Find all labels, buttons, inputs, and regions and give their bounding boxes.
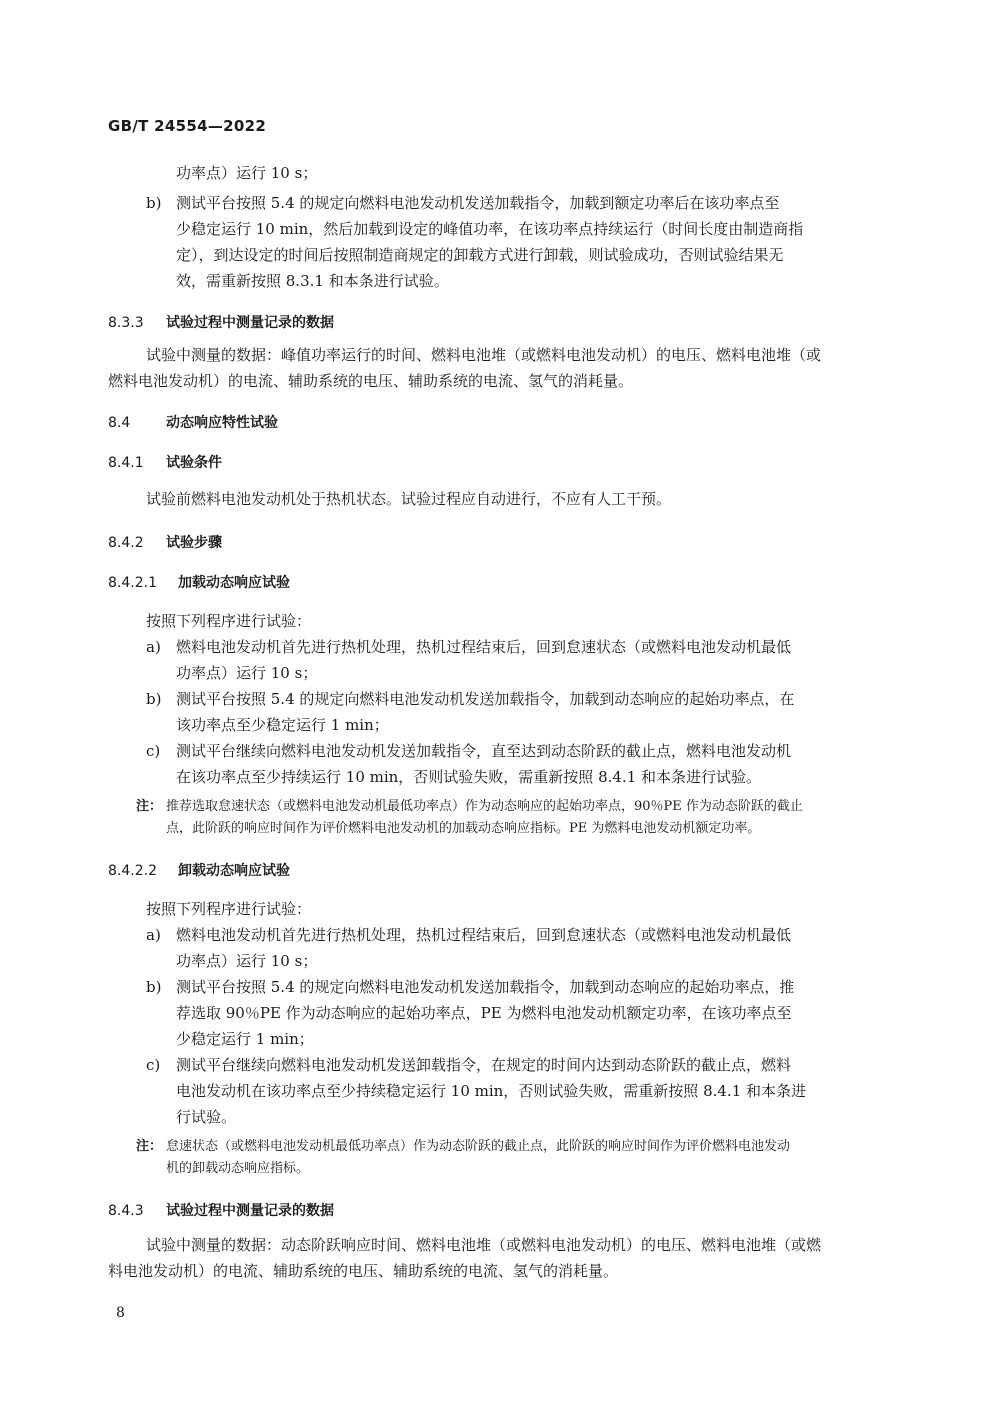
note-label: 注： [136, 1139, 163, 1154]
note-text: 点，此阶跃的响应时间作为评价燃料电池发动机的加载动态响应指标。PE 为燃料电池发动机额定功率。 [166, 821, 761, 836]
paragraph-line: 试验前燃料电池发动机处于热机状态。试验过程应自动进行，不应有人工干预。 [146, 490, 672, 508]
section-heading [108, 1201, 334, 1221]
paragraph-line: 荐选取 90％PE 作为动态响应的起始功率点，PE 为燃料电池发动机额定功率，在该功率点至 [176, 1004, 792, 1022]
section-title: 动态响应特性试验 [166, 415, 278, 431]
section-title: 卸载动态响应试验 [178, 863, 290, 879]
note-text: 怠速状态（或燃料电池发动机最低功率点）作为动态阶跃的截止点，此阶跃的响应时间作为评价燃料电池发动 [166, 1139, 791, 1154]
section-title: 试验步骤 [166, 535, 222, 551]
section-heading [108, 413, 278, 433]
paragraph-line: 燃料电池发动机）的电流、辅助系统的电压、辅助系统的电流、氢气的消耗量。 [108, 372, 634, 390]
paragraph-line: 功率点）运行 10 s； [176, 664, 318, 682]
note-text: 机的卸载动态响应指标。 [166, 1161, 310, 1176]
note-label: 注： [136, 799, 163, 814]
paragraph-line: 少稳定运行 1 min； [176, 1030, 314, 1048]
section-heading [108, 573, 290, 593]
paragraph-line: 少稳定运行 10 min，然后加载到设定的峰值功率，在该功率点持续运行（时间长度由制造商指 [176, 220, 804, 238]
section-number: 8.4.1 [108, 455, 144, 471]
paragraph-line: 该功率点至少稳定运行 1 min； [176, 716, 389, 734]
list-item-text: 测试平台按照 5.4 的规定向燃料电池发动机发送加载指令，加载到动态响应的起始功率点，在 [176, 690, 795, 708]
paragraph-line: 试验中测量的数据：峰值功率运行的时间、燃料电池堆（或燃料电池发动机）的电压、燃料电池堆（或 [146, 346, 822, 364]
list-marker: a) [146, 926, 161, 944]
section-number: 8.4.2.1 [108, 575, 157, 591]
section-number: 8.4.3 [108, 1203, 144, 1219]
section-title: 试验过程中测量记录的数据 [166, 315, 334, 331]
list-item-text: 燃料电池发动机首先进行热机处理，热机过程结束后，回到怠速状态（或燃料电池发动机最低 [176, 926, 792, 944]
section-number: 8.3.3 [108, 315, 144, 331]
paragraph-line: 按照下列程序进行试验： [146, 900, 312, 918]
section-number: 8.4 [108, 415, 131, 431]
list-item-text: 燃料电池发动机首先进行热机处理，热机过程结束后，回到怠速状态（或燃料电池发动机最低 [176, 638, 792, 656]
paragraph-line: 行试验。 [176, 1108, 237, 1126]
list-item-text: 测试平台按照 5.4 的规定向燃料电池发动机发送加载指令，加载到动态响应的起始功率点，推 [176, 978, 795, 996]
section-heading [108, 453, 222, 473]
paragraph-line: 定），到达设定的时间后按照制造商规定的卸载方式进行卸载，则试验成功，否则试验结果无 [176, 246, 784, 264]
section-heading [108, 313, 334, 333]
list-marker: b) [146, 194, 162, 212]
section-number: 8.4.2.2 [108, 863, 157, 879]
page-number: 8 [116, 1305, 125, 1321]
list-item-text: 测试平台按照 5.4 的规定向燃料电池发动机发送加载指令，加载到额定功率后在该功率点至 [176, 194, 780, 212]
section-title: 加载动态响应试验 [178, 575, 290, 591]
list-marker: b) [146, 978, 162, 996]
section-heading [108, 861, 290, 881]
section-number: 8.4.2 [108, 535, 144, 551]
list-item-text: 测试平台继续向燃料电池发动机发送卸载指令，在规定的时间内达到动态阶跃的截止点，燃料 [176, 1056, 792, 1074]
paragraph-line: 料电池发动机）的电流、辅助系统的电压、辅助系统的电流、氢气的消耗量。 [108, 1262, 619, 1280]
paragraph-line: 电池发动机在该功率点至少持续稳定运行 10 min，否则试验失败，需重新按照 8.4.1 和本条进 [176, 1082, 807, 1100]
list-marker: c) [146, 742, 161, 760]
list-marker: b) [146, 690, 162, 708]
standard-number-header: GB/T 24554—2022 [108, 117, 267, 135]
section-heading [108, 533, 222, 553]
list-marker: c) [146, 1056, 161, 1074]
section-title: 试验过程中测量记录的数据 [166, 1203, 334, 1219]
section-title: 试验条件 [166, 455, 222, 471]
paragraph-line: 按照下列程序进行试验： [146, 612, 312, 630]
paragraph-line: 试验中测量的数据：动态阶跃响应时间、燃料电池堆（或燃料电池发动机）的电压、燃料电池堆（或燃 [146, 1236, 822, 1254]
paragraph-line: 功率点）运行 10 s； [176, 164, 318, 182]
list-item-text: 测试平台继续向燃料电池发动机发送加载指令，直至达到动态阶跃的截止点，燃料电池发动机 [176, 742, 792, 760]
paragraph-line: 效，需重新按照 8.3.1 和本条进行试验。 [176, 272, 449, 290]
paragraph-line: 功率点）运行 10 s； [176, 952, 318, 970]
paragraph-line: 在该功率点至少持续运行 10 min，否则试验失败，需重新按照 8.4.1 和本条进行试验。 [176, 768, 762, 786]
list-marker: a) [146, 638, 161, 656]
note-text: 推荐选取怠速状态（或燃料电池发动机最低功率点）作为动态响应的起始功率点，90％PE 作为动态阶跃的截止 [166, 799, 803, 814]
